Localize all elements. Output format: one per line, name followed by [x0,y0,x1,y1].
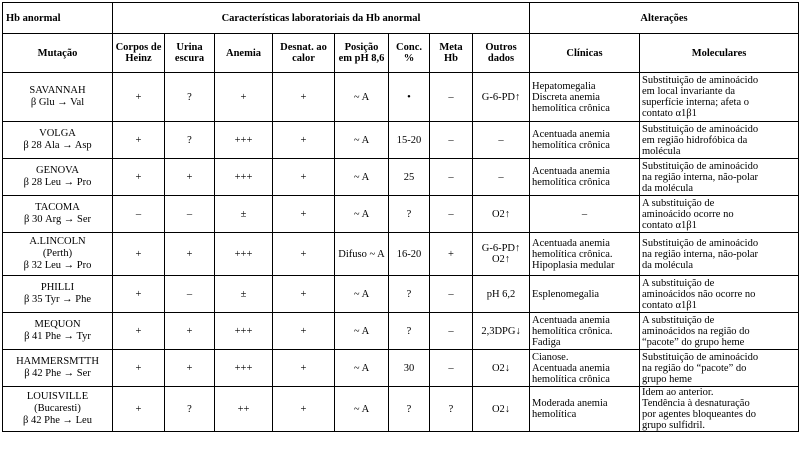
clinicas-line: Acentuada anemia [532,362,610,374]
moleculares-line: Substituição de aminoácido [642,123,759,135]
cell-meta: – [430,276,473,313]
cell-clinicas [530,313,640,350]
mutacao-line: β 35 Tyr → Phe [23,294,92,305]
moleculares-line: na região do “pacote” do [642,362,747,374]
cell-urina: + [165,350,215,387]
cell-posicao: ~ A [335,159,389,196]
clinicas-line: Hepatomegalia [532,80,596,92]
cell-outros: pH 6,2 [473,276,530,313]
cell-conc: ? [389,313,430,350]
clinicas-line: hemolítica crônica [532,373,610,385]
cell-conc: ? [389,387,430,432]
clinicas-line: hemolítica crônica. [532,248,613,260]
cell-urina: + [165,233,215,276]
cell-moleculares [640,276,799,313]
cell-anemia: +++ [215,350,273,387]
cell-heinz: + [113,73,165,122]
cell-moleculares [640,159,799,196]
table-row [3,122,799,159]
moleculares-line: contato α1β1 [642,299,697,311]
cell-meta: – [430,159,473,196]
cell-desnat: + [273,122,335,159]
cell-posicao: ~ A [335,313,389,350]
clinicas-line: hemolítica crônica [532,102,610,114]
table-row [3,387,799,432]
cell-moleculares [640,196,799,233]
cell-urina: ? [165,122,215,159]
clinicas-line: hemolítica crônica [532,140,610,151]
clinicas-line: Moderada anemia [532,398,608,409]
col-clinicas: Clínicas [530,34,640,73]
moleculares-line: superfície interna; afeta o [642,97,749,108]
cell-conc: 25 [389,159,430,196]
moleculares-line: aminoácidos não ocorre no [642,288,756,300]
moleculares-line: na região interna, não-polar [642,171,759,183]
cell-desnat: + [273,276,335,313]
cell-mutacao [3,350,113,387]
col-anemia: Anemia [215,34,273,73]
cell-posicao: ~ A [335,387,389,432]
cell-anemia: ++ [215,387,273,432]
cell-desnat: + [273,159,335,196]
cell-heinz: + [113,313,165,350]
cell-mutacao [3,196,113,233]
clinicas-line: – [581,208,588,220]
cell-mutacao [3,276,113,313]
cell-outros: O2↓ [473,350,530,387]
cell-posicao: ~ A [335,122,389,159]
moleculares-line: em região hidrofóbica da [642,134,748,146]
header-row-2 [3,34,799,73]
col-heinz: Corpos de Heinz [113,34,165,73]
clinicas-line: Discreta anemia [532,91,600,103]
moleculares-line: contato α1β1 [642,219,697,231]
cell-moleculares [640,122,799,159]
cell-heinz: + [113,159,165,196]
cell-posicao: ~ A [335,196,389,233]
cell-anemia: ± [215,276,273,313]
cell-urina: – [165,276,215,313]
moleculares-line: Substituição de aminoácido [642,160,759,172]
moleculares-line: na região interna, não-polar [642,248,759,260]
col-conc: Conc. % [389,34,430,73]
cell-heinz: + [113,387,165,432]
header-hb: Hb anormal [3,3,113,34]
mutacao-line: SAVANNAH [29,85,86,96]
header-row-1 [3,3,799,34]
clinicas-line: hemolítica crônica [532,177,610,188]
table-body [3,73,799,432]
cell-moleculares [640,73,799,122]
moleculares-line: por agentes bloqueantes do [642,409,757,420]
cell-mutacao [3,73,113,122]
table-row [3,233,799,276]
mutacao-line: A.LINCOLN [29,236,86,247]
clinicas-line: Acentuada anemia [532,237,610,249]
mutacao-line: β 32 Leu → Pro [23,260,92,271]
cell-desnat: + [273,196,335,233]
table-row [3,350,799,387]
cell-anemia: +++ [215,233,273,276]
cell-heinz: + [113,276,165,313]
mutacao-line: β 42 Phe → Leu [23,415,92,426]
mutacao-line: LOUISVILLE [26,391,89,402]
cell-clinicas [530,233,640,276]
moleculares-line: da molécula [642,182,694,194]
mutacao-line: β 28 Leu → Pro [23,177,92,188]
clinicas-line: Esplenomegalia [532,288,600,300]
cell-conc: 30 [389,350,430,387]
cell-outros: O2↓ [473,387,530,432]
cell-meta: – [430,313,473,350]
cell-outros: – [473,122,530,159]
cell-clinicas [530,196,640,233]
cell-heinz: + [113,233,165,276]
table-row [3,73,799,122]
cell-moleculares [640,233,799,276]
cell-desnat: + [273,73,335,122]
mutacao-line: β 30 Arg → Ser [24,214,91,225]
mutacao-line: (Perth) [42,248,73,259]
col-outros: Outros dados [473,34,530,73]
cell-posicao: ~ A [335,350,389,387]
col-urina: Urina escura [165,34,215,73]
cell-conc: • [389,73,430,122]
mutacao-line: HAMMERSMTTH [16,356,99,367]
cell-clinicas [530,122,640,159]
cell-clinicas [530,159,640,196]
table-row [3,196,799,233]
clinicas-line: Cianose. [532,351,569,363]
moleculares-line: Substituição de aminoácido [642,237,759,249]
cell-clinicas [530,73,640,122]
clinicas-line: hemolítica crônica. [532,325,613,337]
clinicas-line: Acentuada anemia [532,129,610,140]
col-moleculares: Moleculares [640,34,799,73]
cell-anemia: +++ [215,159,273,196]
cell-moleculares [640,313,799,350]
cell-outros: G-6-PD↑ O2↑ [473,233,530,276]
col-meta: Meta Hb [430,34,473,73]
table-row [3,159,799,196]
cell-posicao: ~ A [335,73,389,122]
cell-desnat: + [273,233,335,276]
cell-mutacao [3,233,113,276]
cell-desnat: + [273,313,335,350]
mutacao-line: PHILLI [40,282,75,293]
moleculares-line: da molécula [642,259,694,271]
cell-meta: – [430,122,473,159]
cell-conc: ? [389,276,430,313]
clinicas-line: hemolítica [532,409,577,420]
cell-meta: – [430,350,473,387]
cell-moleculares [640,387,799,432]
clinicas-line: Hipoplasia medular [532,259,615,271]
mutacao-line: (Bucaresti) [34,403,81,414]
cell-conc: 15-20 [389,122,430,159]
cell-heinz: + [113,122,165,159]
cell-outros: O2↑ [473,196,530,233]
cell-outros: 2,3DPG↓ [473,313,530,350]
cell-anemia: + [215,73,273,122]
cell-mutacao [3,387,113,432]
moleculares-line: Idem ao anterior. [642,387,714,398]
moleculares-line: “pacote” do grupo heme [642,336,745,348]
cell-posicao: Difuso ~ A [335,233,389,276]
table-row [3,276,799,313]
cell-outros: – [473,159,530,196]
header-lab: Características laboratoriais da Hb anormal [113,3,530,34]
mutacao-line: TACOMA [35,202,80,213]
cell-urina: + [165,313,215,350]
cell-urina: – [165,196,215,233]
moleculares-line: Substituição de aminoácido [642,351,759,363]
cell-meta: – [430,73,473,122]
col-desnat: Desnat. ao calor [273,34,335,73]
cell-mutacao [3,159,113,196]
cell-urina: ? [165,73,215,122]
cell-anemia: ± [215,196,273,233]
mutacao-line: GENOVA [36,165,79,176]
mutacao-line: VOLGA [39,128,76,139]
cell-meta: – [430,196,473,233]
clinicas-line: Acentuada anemia [532,166,610,177]
cell-clinicas [530,350,640,387]
cell-anemia: +++ [215,122,273,159]
cell-moleculares [640,350,799,387]
cell-clinicas [530,387,640,432]
cell-heinz: – [113,196,165,233]
col-mutacao: Mutação [3,34,113,73]
moleculares-line: A substituição de [642,197,715,209]
cell-outros: G-6-PD↑ [473,73,530,122]
col-posicao: Posição em pH 8,6 [335,34,389,73]
moleculares-line: A substituição de [642,314,715,326]
header-alteracoes: Alterações [530,3,799,34]
clinicas-line: Acentuada anemia [532,314,610,326]
cell-clinicas [530,276,640,313]
moleculares-line: A substituição de [642,277,715,289]
moleculares-line: aminoácidos na região do [642,325,750,337]
moleculares-line: contato α1β1 [642,108,697,119]
cell-mutacao [3,122,113,159]
cell-mutacao [3,313,113,350]
cell-conc: 16-20 [389,233,430,276]
table-row [3,313,799,350]
mutacao-line: β Glu → Val [30,97,85,108]
cell-conc: ? [389,196,430,233]
cell-meta: + [430,233,473,276]
mutacao-line: MEQUON [34,319,81,330]
moleculares-line: grupo heme [642,373,692,385]
cell-urina: + [165,159,215,196]
mutacao-line: β 28 Ala → Asp [23,140,92,151]
cell-urina: ? [165,387,215,432]
moleculares-line: em local invariante da [642,86,736,97]
cell-posicao: ~ A [335,276,389,313]
mutacao-line: β 42 Phe → Ser [24,368,91,379]
clinicas-line: Fadiga [532,336,561,348]
moleculares-line: molécula [642,145,681,157]
cell-meta: ? [430,387,473,432]
moleculares-line: Tendência à desnaturação [642,398,750,409]
moleculares-line: grupo sulfidril. [642,420,706,431]
moleculares-line: Substituição de aminoácido [642,75,759,86]
cell-heinz: + [113,350,165,387]
mutacao-line: β 41 Phe → Tyr [24,331,91,342]
moleculares-line: aminoácido ocorre no [642,208,734,220]
hb-table [2,2,799,432]
cell-desnat: + [273,387,335,432]
cell-anemia: +++ [215,313,273,350]
cell-desnat: + [273,350,335,387]
